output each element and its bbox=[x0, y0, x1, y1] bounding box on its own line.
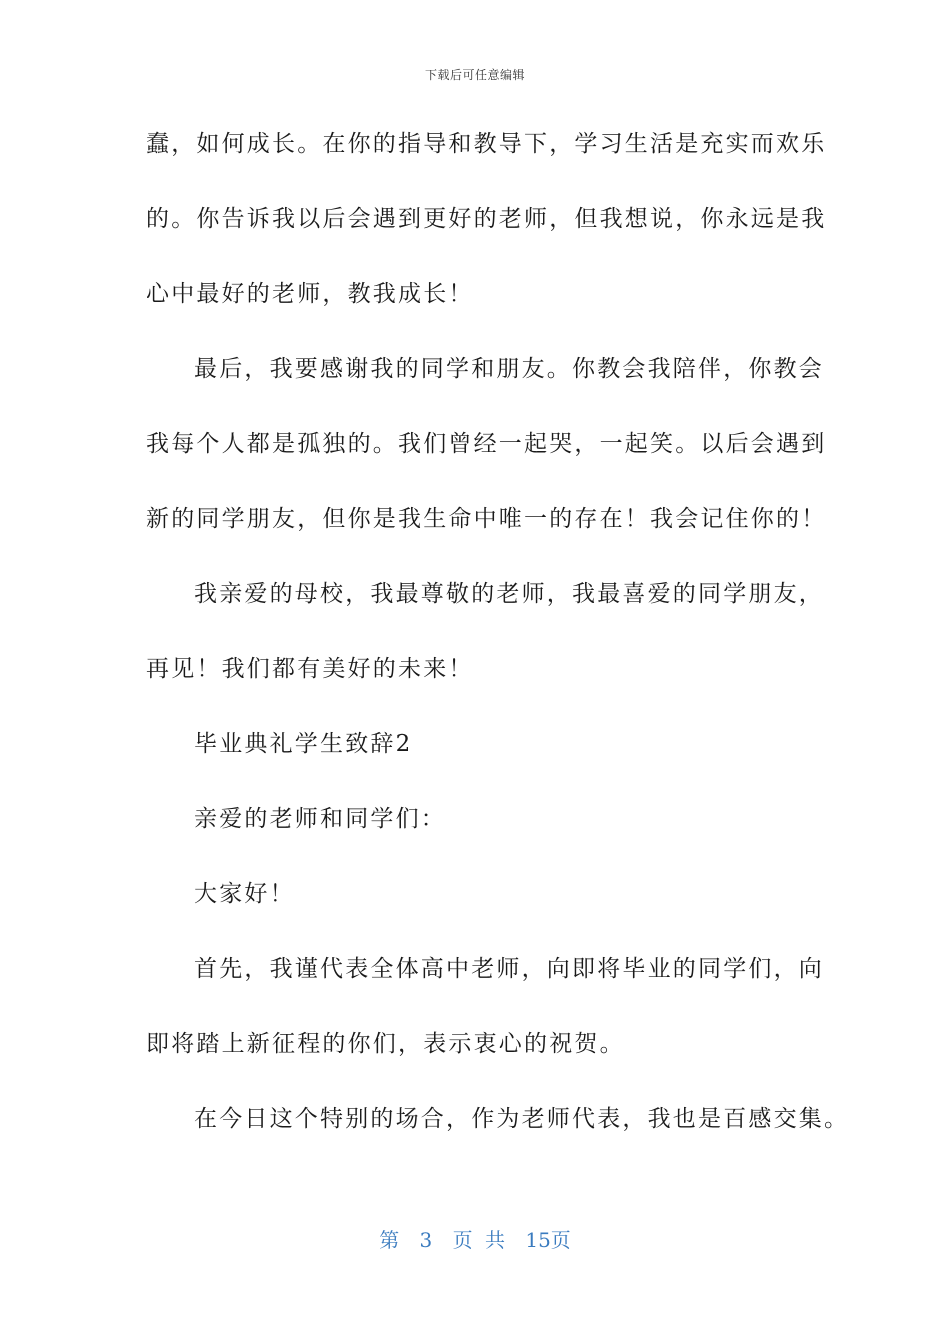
paragraph-line: 即将踏上新征程的你们，表示衷心的祝贺。 bbox=[146, 1031, 625, 1057]
paragraph-line: 新的同学朋友，但你是我生命中唯一的存在！我会记住你的！ bbox=[146, 506, 827, 532]
paragraph-line: 我亲爱的母校，我最尊敬的老师，我最喜爱的同学朋友， bbox=[194, 581, 824, 607]
paragraph-line: 我每个人都是孤独的。我们曾经一起哭，一起笑。以后会遇到 bbox=[146, 431, 827, 457]
current-page-number: 3 bbox=[419, 1228, 433, 1252]
paragraph-line: 在今日这个特别的场合，作为老师代表，我也是百感交集。 bbox=[194, 1106, 850, 1132]
document-body bbox=[146, 121, 850, 1171]
total-page-count: 15页 bbox=[525, 1228, 571, 1252]
page-header: 下载后可任意编辑 bbox=[424, 68, 525, 82]
paragraph-line: 蠢，如何成长。在你的指导和教导下，学习生活是充实而欢乐 bbox=[146, 131, 827, 157]
page-number-footer bbox=[0, 1224, 950, 1253]
page-footer-prefix: 第 bbox=[379, 1228, 400, 1252]
page-footer-middle: 页 共 bbox=[452, 1228, 505, 1252]
paragraph-line: 心中最好的老师，教我成长！ bbox=[146, 281, 474, 307]
paragraph-line: 的。你告诉我以后会遇到更好的老师，但我想说，你永远是我 bbox=[146, 206, 827, 232]
salutation: 亲爱的老师和同学们： bbox=[194, 806, 446, 832]
section-title: 毕业典礼学生致辞2 bbox=[194, 731, 413, 757]
paragraph-line: 再见！我们都有美好的未来！ bbox=[146, 656, 474, 682]
paragraph-line: 最后，我要感谢我的同学和朋友。你教会我陪伴，你教会 bbox=[194, 356, 824, 382]
greeting: 大家好！ bbox=[194, 881, 295, 907]
paragraph-line: 首先，我谨代表全体高中老师，向即将毕业的同学们，向 bbox=[194, 956, 824, 982]
